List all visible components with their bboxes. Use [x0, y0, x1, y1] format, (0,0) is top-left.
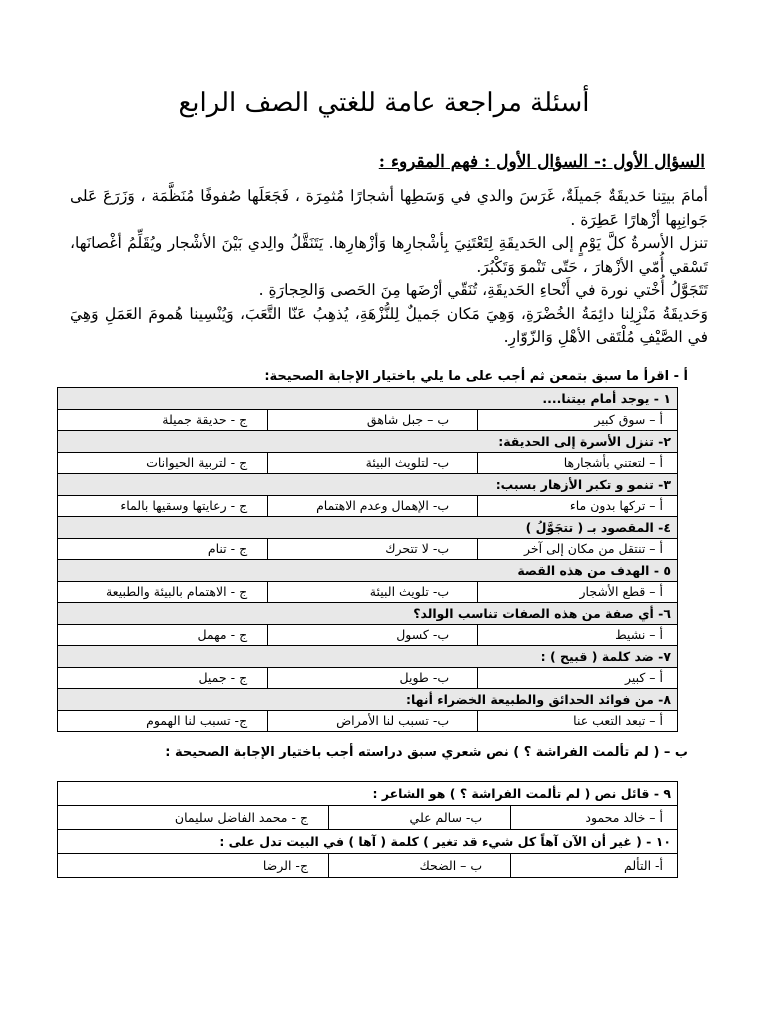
passage-paragraph: تنزل الأسرةُ كلَّ يَوْمٍ إلى الحَديقَةِ لِتَعْتَنِيَ بِأشْجارِها وَأزْهارِها. يَتَنَقَّلُ والِدي بَيْنَ الأشْجار ويُقَلِّمُ أغْصانَها، تَسْقي أُمّي الأزْهارَ ، حَتّى تَنْموَ وَتَكْبُرَ. — [70, 234, 708, 276]
choice-c[interactable]: ج - حديقة جميلة — [58, 409, 268, 431]
question-text: ١ - يوجد أمام بيتنا.... — [58, 388, 678, 410]
choice-a[interactable]: أ – لتعتني بأشجارها — [478, 452, 678, 474]
question-text: ٢- تنزل الأسرة إلى الحديقة: — [58, 431, 678, 453]
choice-b[interactable]: ب- سالم علي — [329, 806, 511, 830]
question-text: ٤- المقصود بـ ( تتجَوَّلُ ) — [58, 517, 678, 539]
section-b-questions-table — [57, 781, 678, 878]
choice-b[interactable]: ب- طويل — [268, 667, 478, 689]
question-text: ١٠ - ( غير أن الآن آهاً كل شيء قد تغير ) كلمة ( آها ) في البيت تدل على : — [58, 830, 678, 854]
question-row — [58, 830, 678, 854]
question-one-heading: السؤال الأول :- السؤال الأول : فهم المقروء : — [378, 152, 705, 172]
question-text: ٩ - قائل نص ( لم تألمت الفراشة ؟ ) هو الشاعر : — [58, 782, 678, 806]
choice-b[interactable]: ب- كسول — [268, 624, 478, 646]
question-row — [58, 517, 678, 539]
answer-row — [58, 538, 678, 560]
question-row — [58, 560, 678, 582]
answer-row — [58, 581, 678, 603]
question-row — [58, 689, 678, 711]
answer-row — [58, 806, 678, 830]
answer-row — [58, 624, 678, 646]
section-a-questions-table — [57, 387, 678, 732]
choice-a[interactable]: أ – سوق كبير — [478, 409, 678, 431]
choice-b[interactable]: ب- تسبب لنا الأمراض — [268, 710, 478, 732]
question-row — [58, 603, 678, 625]
answer-row — [58, 452, 678, 474]
reading-passage — [70, 185, 708, 350]
choice-a[interactable]: أ – تركها بدون ماء — [478, 495, 678, 517]
choice-a[interactable]: أ – نشيط — [478, 624, 678, 646]
question-row — [58, 474, 678, 496]
passage-paragraph: وَحَديقَةُ مَنْزِلِنا دائِمَةُ الخُضْرَةِ، وَهِيَ مَكان جَميلٌ لِلنُّزْهَةِ، يُذهِبُ عَنّا التَّعَبَ، وَيُنْسِينا هُمومَ العَمَلِ وَهِيَ في الصَّيْفِ مُلْتَقى الأهْلِ وَالزّوّارِ. — [70, 304, 708, 346]
choice-b[interactable]: ب- تلويث البيئة — [268, 581, 478, 603]
choice-c[interactable]: ج- تسبب لنا الهموم — [58, 710, 268, 732]
question-row — [58, 431, 678, 453]
choice-c[interactable]: ج- الرضا — [58, 854, 329, 878]
answer-row — [58, 710, 678, 732]
choice-a[interactable]: أ – كبير — [478, 667, 678, 689]
choice-c[interactable]: ج - مهمل — [58, 624, 268, 646]
choice-a[interactable]: أ – تنتقل من مكان إلى آخر — [478, 538, 678, 560]
choice-b[interactable]: ب – الضحك — [329, 854, 511, 878]
choice-a[interactable]: أ – تبعد التعب عنا — [478, 710, 678, 732]
choice-c[interactable]: ج - الاهتمام بالبيئة والطبيعة — [58, 581, 268, 603]
question-row — [58, 782, 678, 806]
question-text: ٨- من فوائد الحدائق والطبيعة الخضراء أنها: — [58, 689, 678, 711]
choice-c[interactable]: ج - رعايتها وسقيها بالماء — [58, 495, 268, 517]
question-row — [58, 388, 678, 410]
passage-paragraph: أمامَ بيتِنا حَديقَةٌ جَميلَةٌ، غَرَسَ والدي في وَسَطِها أشجارًا مُثمِرَة ، فَجَعَلَها صُفوفًا مُنَظَّمَة ، وَزَرَعَ عَلى جَوانِبِها أزْهارًا عَطِرَة . — [70, 187, 708, 229]
section-a-instruction: أ - اقرأ ما سبق بتمعن ثم أجب على ما يلي باختيار الإجابة الصحيحة: — [264, 369, 688, 384]
passage-paragraph: تَتَجَوَّلُ أُخْتي نورة في أَنْحاءِ الحَديقَةِ، تُنَقّي أرْضَها مِنَ الحَصى وَالحِجارَةِ . — [258, 281, 708, 299]
choice-b[interactable]: ب- لا تتحرك — [268, 538, 478, 560]
section-b-instruction: ب – ( لم تألمت الفراشة ؟ ) نص شعري سبق دراسته أجب باختيار الإجابة الصحيحة : — [165, 745, 688, 760]
choice-a[interactable]: أ – قطع الأشجار — [478, 581, 678, 603]
choice-c[interactable]: ج - جميل — [58, 667, 268, 689]
question-text: ٥ - الهدف من هذه القصة — [58, 560, 678, 582]
answer-row — [58, 409, 678, 431]
question-text: ٣- تنمو و تكبر الأزهار بسبب: — [58, 474, 678, 496]
choice-a[interactable]: أ- التألم — [511, 854, 678, 878]
choice-a[interactable]: أ – خالد محمود — [511, 806, 678, 830]
choice-b[interactable]: ب – جبل شاهق — [268, 409, 478, 431]
choice-c[interactable]: ج - تنام — [58, 538, 268, 560]
answer-row — [58, 667, 678, 689]
choice-c[interactable]: ج - لتربية الحيوانات — [58, 452, 268, 474]
question-row — [58, 646, 678, 668]
question-text: ٦- أي صفة من هذه الصفات تناسب الوالد؟ — [58, 603, 678, 625]
answer-row — [58, 854, 678, 878]
choice-c[interactable]: ج - محمد الفاضل سليمان — [58, 806, 329, 830]
page-title: أسئلة مراجعة عامة للغتي الصف الرابع — [178, 88, 590, 118]
question-text: ٧- ضد كلمة ( قبيح ) : — [58, 646, 678, 668]
answer-row — [58, 495, 678, 517]
choice-b[interactable]: ب- لتلويث البيئة — [268, 452, 478, 474]
choice-b[interactable]: ب- الإهمال وعدم الاهتمام — [268, 495, 478, 517]
